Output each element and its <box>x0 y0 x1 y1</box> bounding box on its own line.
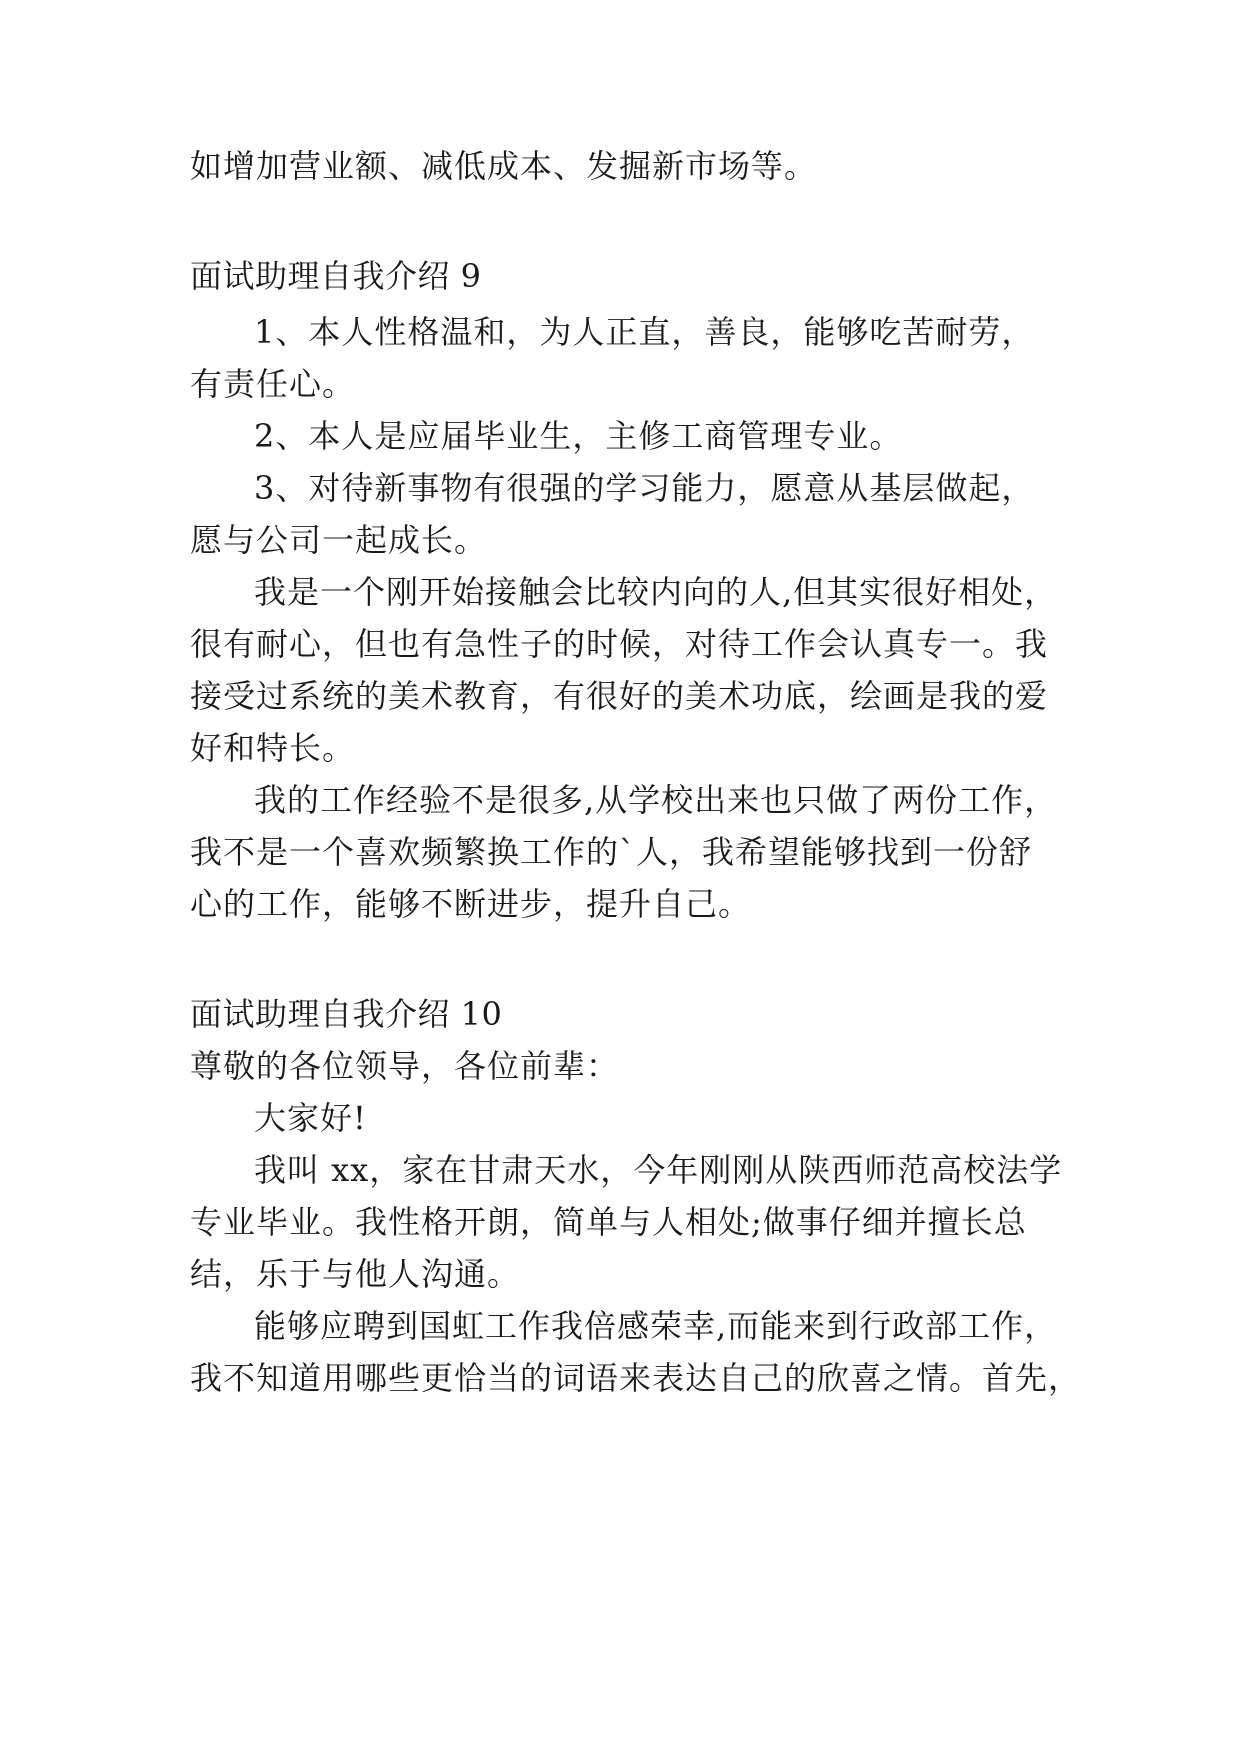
section-heading-9: 面试助理自我介绍 9 <box>190 257 482 295</box>
paragraph-line: 1、本人性格温和，为人正直，善良，能够吃苦耐劳， <box>254 313 1035 351</box>
paragraph-line: 好和特长。 <box>190 729 356 767</box>
greeting: 大家好! <box>254 1099 367 1137</box>
paragraph-line: 我的工作经验不是很多,从学校出来也只做了两份工作， <box>254 781 1058 819</box>
paragraph-line: 我是一个刚开始接触会比较内向的人,但其实很好相处， <box>254 573 1058 611</box>
paragraph-line: 能够应聘到国虹工作我倍感荣幸,而能来到行政部工作， <box>254 1307 1058 1345</box>
paragraph-line: 愿与公司一起成长。 <box>190 521 488 559</box>
paragraph-line: 接受过系统的美术教育，有很好的美术功底，绘画是我的爱 <box>190 677 1049 715</box>
paragraph-line: 我不知道用哪些更恰当的词语来表达自己的欣喜之情。首先， <box>190 1359 1082 1397</box>
section-heading-10: 面试助理自我介绍 10 <box>190 995 503 1033</box>
paragraph-line: 心的工作，能够不断进步，提升自己。 <box>190 885 752 923</box>
paragraph-line: 有责任心。 <box>190 365 356 403</box>
paragraph-line: 很有耐心，但也有急性子的时候，对待工作会认真专一。我 <box>190 625 1049 663</box>
paragraph-line: 2、本人是应届毕业生，主修工商管理专业。 <box>254 417 903 455</box>
paragraph-line: 专业毕业。我性格开朗，简单与人相处;做事仔细并擅长总 <box>190 1203 1027 1241</box>
salutation: 尊敬的各位领导，各位前辈： <box>190 1047 620 1085</box>
paragraph-line: 结，乐于与他人沟通。 <box>190 1255 521 1293</box>
paragraph-line: 我不是一个喜欢频繁换工作的`人，我希望能够找到一份舒 <box>190 833 1033 871</box>
paragraph-line: 如增加营业额、减低成本、发掘新市场等。 <box>190 147 818 185</box>
paragraph-line: 3、对待新事物有很强的学习能力，愿意从基层做起， <box>254 469 1035 507</box>
paragraph-line: 我叫 xx，家在甘肃天水，今年刚刚从陕西师范高校法学 <box>254 1151 1063 1189</box>
